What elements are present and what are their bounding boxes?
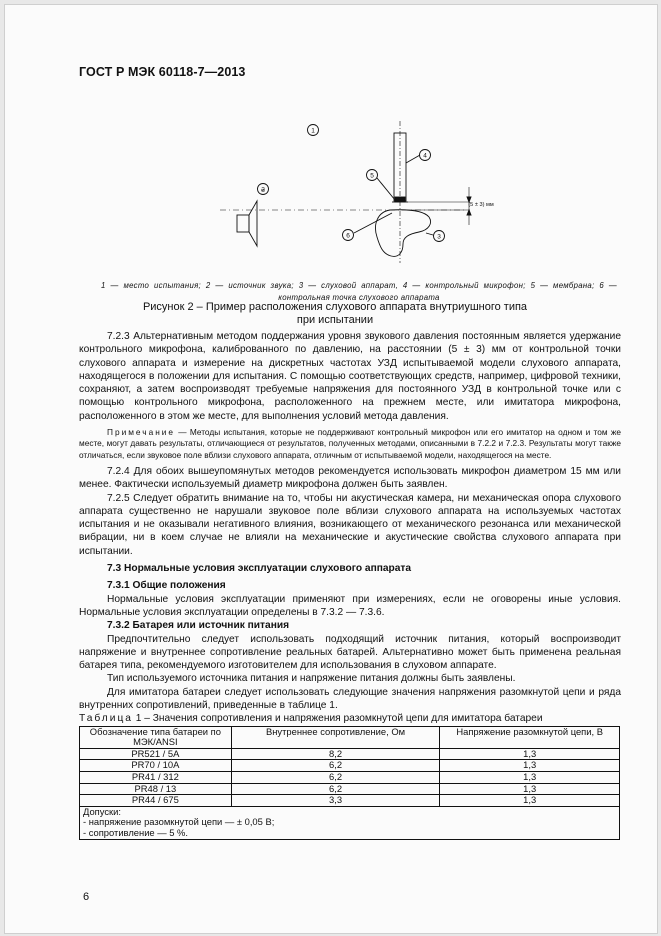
note-label: Примечание: [107, 427, 176, 438]
table-label: Таблица: [79, 713, 133, 725]
section-7-3-2-title: 7.3.2 Батарея или источник питания: [107, 620, 290, 632]
cell-voltage: 1,3: [440, 783, 620, 795]
document-header: ГОСТ Р МЭК 60118-7—2013: [79, 65, 246, 79]
cell-voltage: 1,3: [440, 771, 620, 783]
cell-type: PR70 / 10A: [80, 760, 232, 772]
table-footnote-row: [80, 806, 620, 839]
cell-type: PR44 / 675: [80, 795, 232, 807]
cell-type: PR521 / 5A: [80, 748, 232, 760]
table-caption-text: 1 – Значения сопротивления и напряжения разомкнутой цепи для имитатора батареи: [132, 713, 543, 725]
paragraph-7-3-2-a: Предпочтительно следует использовать подходящий источник питания, который воспроизводит напряжение и внутреннее сопротивление реальных батарей. Альтернативно может быть применена реальная батарея типа, рекомендуемого изготовителем для использования в слуховом аппарате.: [79, 633, 621, 672]
callout-3: 3: [437, 233, 441, 241]
cell-type: PR41 / 312: [80, 771, 232, 783]
cell-resistance: 3,3: [231, 795, 440, 807]
paragraph-7-2-3: 7.2.3 Альтернативным методом поддержания уровня звукового давления постоянным является удержание контрольного микрофона, калиброванного по давлению, на расстоянии (5 ± 3) мм от контрольной точки слухового аппарата и измерение на дискретных частотах УЗД испытываемой модели слухового аппарата, находящегося в положении для испытания. С помощью соответствующих средств, например, цифровой техники, сохраняют, а затем воспроизводят требуемые напряжения для постоянного УЗД в контрольной точке или с помощью контрольного микрофона, расположенного на прежнем месте, или имитатора микрофона, расположенного в этом же месте, для выполнения условий метода давления.: [79, 331, 621, 422]
paragraph-7-2-4: 7.2.4 Для обоих вышеупомянутых методов рекомендуется использовать микрофон диаметром 15 мм или менее. Фактически используемый диаметр микрофона должен быть заявлен.: [79, 465, 621, 491]
footnote-title: Допуски:: [83, 805, 121, 817]
table-row: [80, 748, 620, 760]
table-footnote: [80, 806, 620, 839]
figure-caption-line-1: Рисунок 2 – Пример расположения слухового аппарата внутриушного типа: [142, 301, 528, 313]
paragraph-7-3-2-c: Для имитатора батареи следует использовать следующие значения напряжения разомкнутой цепи и ряда внутренних сопротивлений, приведенные в таблице 1.: [79, 686, 621, 712]
paragraph-7-3-2-b: Тип используемого источника питания и напряжение питания должны быть заявлены.: [107, 673, 516, 685]
cell-resistance: 6,2: [231, 783, 440, 795]
callout-1: 1: [311, 127, 315, 135]
document-page: [4, 4, 658, 934]
figure-legend: 1 — место испытания; 2 — источник звука; 3 — слуховой аппарат, 4 — контрольный микрофон; 5 — мембрана; 6 — контрольная точка слухового аппарата: [101, 281, 617, 302]
figure-caption-line-2: при испытании: [296, 314, 374, 326]
cell-resistance: 6,2: [231, 771, 440, 783]
figure-caption: [95, 301, 575, 327]
cell-resistance: 8,2: [231, 748, 440, 760]
table-row: [80, 771, 620, 783]
note-text: — Методы испытания, которые не поддерживают контрольный микрофон или его имитатор на одном и том же месте, могут давать результаты, отличающиеся от результатов, полученных методами, описанными в 7.2.2 и 7.2.3. Результаты могут также отличаться, если звуковое поле вблизи слухового аппарата, отличным от испытываемой модели, находящегося на месте.: [79, 427, 621, 460]
document-body: [79, 330, 621, 840]
cell-voltage: 1,3: [440, 795, 620, 807]
callout-6: 6: [346, 232, 350, 240]
table-row: [80, 760, 620, 772]
header-internal-resistance: Внутреннее сопротивление, Ом: [231, 726, 440, 748]
footnote-voltage-tolerance: - напряжение разомкнутой цепи — ± 0,05 В;: [83, 816, 275, 828]
table-row: [80, 783, 620, 795]
table-caption: [79, 712, 621, 725]
cell-resistance: 6,2: [231, 760, 440, 772]
callout-4: 4: [423, 152, 427, 160]
note-paragraph: [79, 427, 621, 461]
paragraph-7-2-5: 7.2.5 Следует обратить внимание на то, чтобы ни акустическая камера, ни механическая опора слухового аппарата существенно не нарушали звуковое поле вблизи слухового аппарата на используемых частотах испытания и не оказывали негативного влияния, возникающего от механического резонанса или механической вибрации, ни в коем случае не влияли на механические и акустические свойства слухового аппарата при испытании.: [79, 492, 621, 557]
header-open-circuit-voltage: Напряжение разомкнутой цепи, В: [440, 726, 620, 748]
section-7-3-1-title: 7.3.1 Общие положения: [107, 580, 226, 592]
battery-table: [79, 726, 620, 840]
dimension-label: (5 ± 3) мм: [468, 202, 494, 208]
hearing-aid-test-diagram: [205, 113, 495, 278]
callout-5: 5: [370, 172, 374, 180]
header-battery-type: Обозначение типа батареи по МЭК/ANSI: [80, 726, 232, 748]
paragraph-7-3-1: Нормальные условия эксплуатации применяют при измерениях, если не оговорены иные условия. Нормальные условия эксплуатации определены в 7.3.2 — 7.3.6.: [79, 593, 621, 618]
table-header-row: [80, 726, 620, 748]
cell-voltage: 1,3: [440, 760, 620, 772]
footnote-resistance-tolerance: - сопротивление — 5 %.: [83, 826, 188, 838]
page-number: 6: [83, 891, 90, 903]
table-row: [80, 795, 620, 807]
cell-voltage: 1,3: [440, 748, 620, 760]
cell-type: PR48 / 13: [80, 783, 232, 795]
callout-2: 2: [261, 186, 265, 194]
section-7-3-title: 7.3 Нормальные условия эксплуатации слухового аппарата: [107, 563, 412, 575]
